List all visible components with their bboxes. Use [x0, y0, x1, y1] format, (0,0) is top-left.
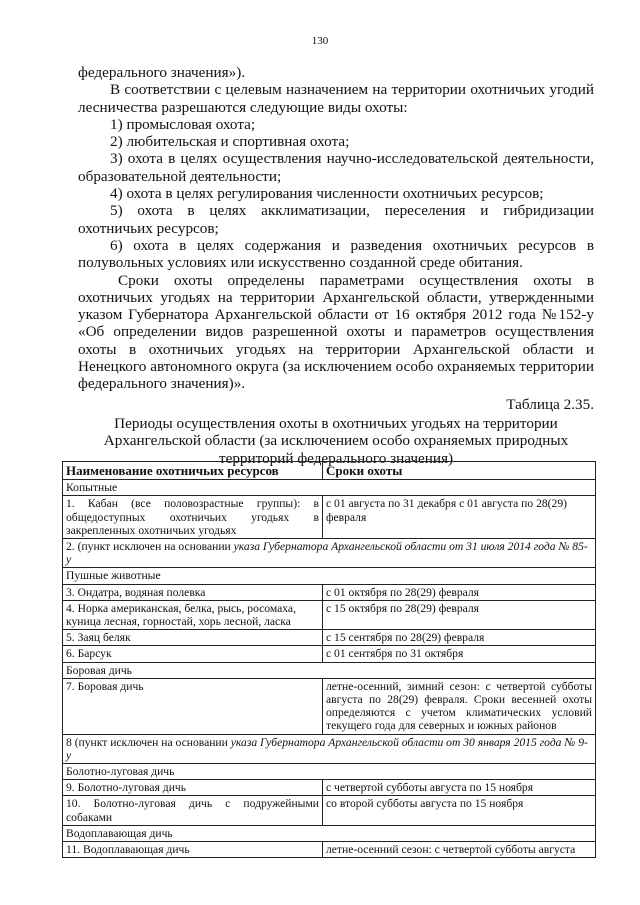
list-item: 1) промысловая охота; — [110, 115, 256, 133]
header-hunting-period: Сроки охоты — [323, 462, 596, 480]
period-cell: с 15 октября по 28(29) февраля — [323, 600, 596, 629]
period-cell: с 01 августа по 31 декабря с 01 августа по 28(29) февраля — [323, 496, 596, 539]
excluded-note-cell — [63, 539, 596, 568]
resource-cell: 3. Ондатра, водяная полевка — [63, 584, 323, 600]
resource-cell: 5. Заяц беляк — [63, 630, 323, 646]
table-section-row — [63, 480, 596, 496]
resource-cell: 9. Болотно-луговая дичь — [63, 780, 323, 796]
period-cell: со второй субботы августа по 15 ноября — [323, 796, 596, 825]
list-item: 5) охота в целях акклиматизации, переселения и гибридизации охотничьих ресурсов; — [78, 202, 594, 237]
paragraph: федерального значения»). — [78, 64, 246, 81]
period-cell: с 15 сентября по 28(29) февраля — [323, 630, 596, 646]
paragraph: В соответствии с целевым назначением на территории охотничьих угодий лесничества разрешаются следующие виды охоты: — [78, 81, 594, 116]
resource-cell: 4. Норка американская, белка, рысь, росомаха, куница лесная, горностай, хорь лесной, ласка — [63, 600, 323, 629]
resource-cell: 10. Болотно-луговая дичь с подружейными собаками — [63, 796, 323, 825]
period-cell: с 01 октября по 28(29) февраля — [323, 584, 596, 600]
table-row — [63, 780, 596, 796]
table-row — [63, 646, 596, 662]
table-section-row — [63, 764, 596, 780]
list-item: 3) охота в целях осуществления научно-исследовательской деятельности, образовательной деятельности; — [78, 150, 594, 185]
table-row — [63, 496, 596, 539]
period-cell: летне-осенний, зимний сезон: с четвертой субботы августа по 28(29) февраля. Сроки весенней охоты определяются с учетом климатических условий текущего года для северных и южных районов — [323, 678, 596, 734]
section-label: Водоплавающая дичь — [63, 825, 596, 841]
table-row — [63, 796, 596, 825]
table-section-row — [63, 568, 596, 584]
table-row — [63, 842, 596, 858]
table-title: Периоды осуществления охоты в охотничьих угодьях на территории Архангельской области (за исключением особо охраняемых природных территорий федерального значения) — [103, 414, 569, 467]
period-cell: летне-осенний сезон: с четвертой субботы августа — [323, 842, 596, 858]
hunting-periods-table — [62, 461, 596, 858]
section-label: Боровая дичь — [63, 662, 596, 678]
section-label: Болотно-луговая дичь — [63, 764, 596, 780]
section-label: Копытные — [63, 480, 596, 496]
period-cell: с четвертой субботы августа по 15 ноября — [323, 780, 596, 796]
list-item: 6) охота в целях содержания и разведения охотничьих ресурсов в полувольных условиях или искусственно созданной среде обитания. — [78, 236, 594, 272]
resource-cell: 1. Кабан (все половозрастные группы): в общедоступных охотничьих угодьях в закрепленных охотничьих угодьях — [63, 496, 323, 539]
section-label: Пушные животные — [63, 568, 596, 584]
resource-cell: 7. Боровая дичь — [63, 678, 323, 734]
table-section-row — [63, 825, 596, 841]
period-cell: с 01 сентября по 31 октября — [323, 646, 596, 662]
table-row — [63, 678, 596, 734]
table-row — [63, 600, 596, 629]
table-row-excluded — [63, 539, 596, 568]
excluded-note-text: 8 (пункт исключен на основании — [66, 735, 231, 749]
excluded-note-cell — [63, 734, 596, 763]
table-row — [63, 630, 596, 646]
list-item: 2) любительская и спортивная охота; — [110, 133, 350, 151]
header-resource-name: Наименование охотничьих ресурсов — [63, 462, 323, 480]
body-text — [78, 64, 594, 467]
resource-cell: 11. Водоплавающая дичь — [63, 842, 323, 858]
table-row-excluded — [63, 734, 596, 763]
decree-reference-link: указа Губернатора Архангельской области от 31 июля 2014 года № 85-у — [66, 540, 588, 567]
resource-cell: 6. Барсук — [63, 646, 323, 662]
table-row — [63, 584, 596, 600]
page-number: 130 — [311, 35, 329, 47]
decree-reference-link: указа Губернатора Архангельской области от 30 января 2015 года № 9-у — [66, 735, 588, 762]
table-label: Таблица 2.35. — [506, 395, 594, 413]
excluded-note-text: 2. (пункт исключен на основании — [66, 540, 234, 554]
table-section-row — [63, 662, 596, 678]
paragraph: Сроки охоты определены параметрами осуществления охоты в охотничьих угодьях на территории Архангельской области, утвержденными указом Губернатора Архангельской области от 16 октября 2012 года №152-у «Об определении видов разрешенной охоты и параметров осуществления охоты в охотничьих угодьях на территории Архангельской области и Ненецкого автономного округа (за исключением особо охраняемых территории федерального значения)». — [78, 271, 594, 393]
list-item: 4) охота в целях регулирования численности охотничьих ресурсов; — [110, 185, 544, 203]
table-header-row — [63, 462, 596, 480]
